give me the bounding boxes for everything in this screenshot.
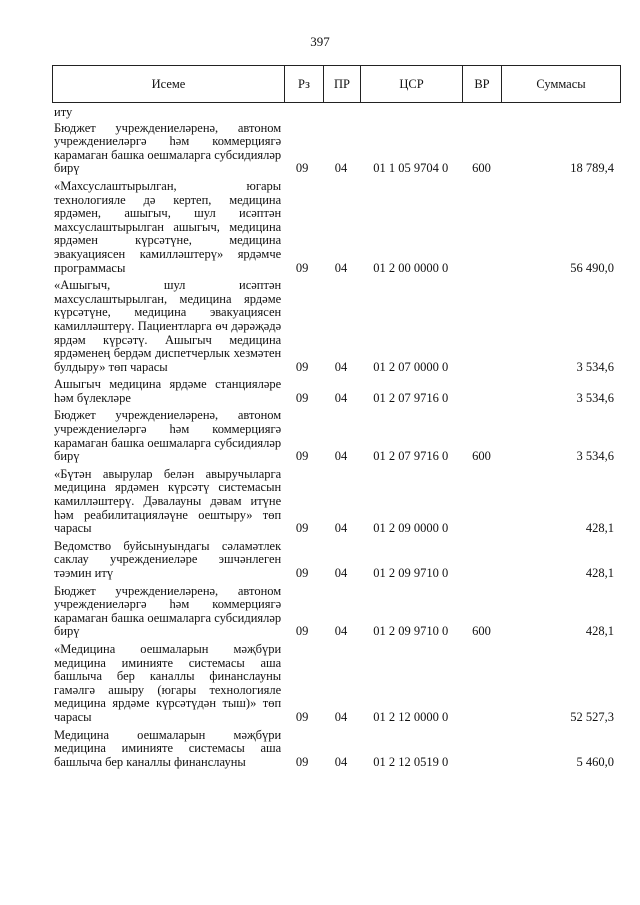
header-sum: Суммасы bbox=[502, 66, 621, 103]
budget-table-body bbox=[52, 106, 614, 769]
row-sum: 3 534,6 bbox=[576, 449, 614, 464]
row-name: «Махсуслаштырылган, югары технологияле дә кертеп, медицина ярдәмен, ашыгыч, шул исәптән махсуслаштырылган ашыгыч, медицина ярдәмен күрсәтүне, медицина эвакуациясен камилләштерү» ярдәмче программасы bbox=[54, 178, 282, 275]
row-csr: 01 2 09 0000 0 bbox=[373, 521, 449, 536]
row-pr: 04 bbox=[334, 566, 348, 580]
row-name: Ведомство буйсынуындагы сәламәтлек саклау учреждениеләре эшчәнлеген тәэмин итү bbox=[54, 538, 282, 580]
table-row bbox=[52, 106, 614, 120]
row-csr: 01 2 12 0000 0 bbox=[373, 709, 449, 724]
row-csr: 01 1 05 9704 0 bbox=[373, 161, 449, 176]
table-row bbox=[52, 409, 614, 463]
row-pr: 04 bbox=[334, 359, 348, 374]
table-row bbox=[52, 729, 614, 770]
row-pr: 04 bbox=[334, 521, 348, 536]
row-csr: 01 2 07 9716 0 bbox=[373, 449, 449, 464]
row-pr: 04 bbox=[334, 390, 348, 405]
row-sum: 428,1 bbox=[585, 521, 614, 536]
row-name: «Медицина оешмаларын мәҗбүри медицина иминияте системасы аша башлыча бер каналлы финанслауны гамәлгә ашыру (югары технологияле медицина ярдәме күрсәтүдән тыш)» төп чарасы bbox=[54, 641, 282, 724]
row-rz: 09 bbox=[295, 449, 309, 464]
row-sum: 428,1 bbox=[585, 566, 614, 580]
header-name: Исеме bbox=[53, 66, 285, 103]
table-row bbox=[52, 122, 614, 176]
header-pr: ПР bbox=[324, 66, 361, 103]
row-rz: 09 bbox=[295, 521, 309, 536]
header-vr: ВР bbox=[463, 66, 502, 103]
table-row bbox=[52, 468, 614, 536]
table-row bbox=[52, 643, 614, 725]
row-pr: 04 bbox=[334, 754, 348, 769]
row-name: Медицина оешмаларын мәҗбүри медицина иминияте системасы аша башлыча бер каналлы финанслауны bbox=[54, 727, 282, 769]
row-name: Ашыгыч медицина ярдәме станцияләре һәм бүлекләре bbox=[54, 377, 282, 405]
row-rz: 09 bbox=[295, 566, 309, 580]
table-row bbox=[52, 180, 614, 275]
table-row bbox=[52, 279, 614, 374]
row-vr: 600 bbox=[472, 624, 491, 639]
row-name: Бюджет учреждениеләренә, автоном учреждениеләргә һәм коммерциягә карамаган башка оешмаларга субсидияләр бирү bbox=[54, 408, 282, 464]
row-rz: 09 bbox=[295, 390, 309, 405]
row-csr: 01 2 09 9710 0 bbox=[373, 566, 449, 580]
row-sum: 52 527,3 bbox=[570, 709, 614, 724]
row-pr: 04 bbox=[334, 260, 348, 275]
row-pr: 04 bbox=[334, 624, 348, 639]
header-csr: ЦСР bbox=[361, 66, 463, 103]
header-rz: Рз bbox=[285, 66, 324, 103]
row-csr: 01 2 07 9716 0 bbox=[373, 390, 449, 405]
row-pr: 04 bbox=[334, 449, 348, 464]
row-rz: 09 bbox=[295, 260, 309, 275]
row-pr: 04 bbox=[334, 161, 348, 176]
row-sum: 18 789,4 bbox=[570, 161, 614, 176]
row-name: иту bbox=[54, 105, 73, 119]
row-rz: 09 bbox=[295, 359, 309, 374]
row-rz: 09 bbox=[295, 161, 309, 176]
table-row bbox=[52, 585, 614, 639]
row-csr: 01 2 09 9710 0 bbox=[373, 624, 449, 639]
row-vr: 600 bbox=[472, 449, 491, 464]
row-name: Бюджет учреждениеләренә, автоном учреждениеләргә һәм коммерциягә карамаган башка оешмаларга субсидияләр бирү bbox=[54, 583, 282, 639]
row-rz: 09 bbox=[295, 709, 309, 724]
table-header bbox=[52, 65, 621, 103]
page-number: 397 bbox=[310, 34, 330, 49]
row-pr: 04 bbox=[334, 709, 348, 724]
row-sum: 3 534,6 bbox=[576, 359, 614, 374]
row-csr: 01 2 00 0000 0 bbox=[373, 260, 449, 275]
row-sum: 56 490,0 bbox=[570, 260, 614, 275]
row-csr: 01 2 07 0000 0 bbox=[373, 359, 449, 374]
row-name: «Бүтән авырулар белән авыручыларга медицина ярдәмен күрсәтү системасын камилләштерү. Дәвалауны дәвам итүне һәм реабилитацияләүне оештыру» төп чарасы bbox=[54, 466, 282, 536]
row-rz: 09 bbox=[295, 624, 309, 639]
row-csr: 01 2 12 0519 0 bbox=[373, 754, 449, 769]
row-sum: 428,1 bbox=[585, 624, 614, 639]
row-rz: 09 bbox=[295, 754, 309, 769]
table-row bbox=[52, 378, 614, 405]
row-sum: 5 460,0 bbox=[576, 754, 614, 769]
row-vr: 600 bbox=[472, 161, 491, 176]
row-name: Бюджет учреждениеләренә, автоном учреждениеләргә һәм коммерциягә карамаган башка оешмаларга субсидияләр бирү bbox=[54, 120, 282, 176]
table-row bbox=[52, 540, 614, 581]
row-sum: 3 534,6 bbox=[576, 390, 614, 405]
row-name: «Ашыгыч, шул исәптән махсуслаштырылган, медицина ярдәме күрсәтүне, медицина эвакуациясен камилләштерү. Пациентларга өч дәрәҗәдә ярдәм күрсәтү. Ашыгыч медицина ярдәменең бердәм диспетчерлык хезмәтен булдыру» төп чарасы bbox=[54, 278, 282, 374]
